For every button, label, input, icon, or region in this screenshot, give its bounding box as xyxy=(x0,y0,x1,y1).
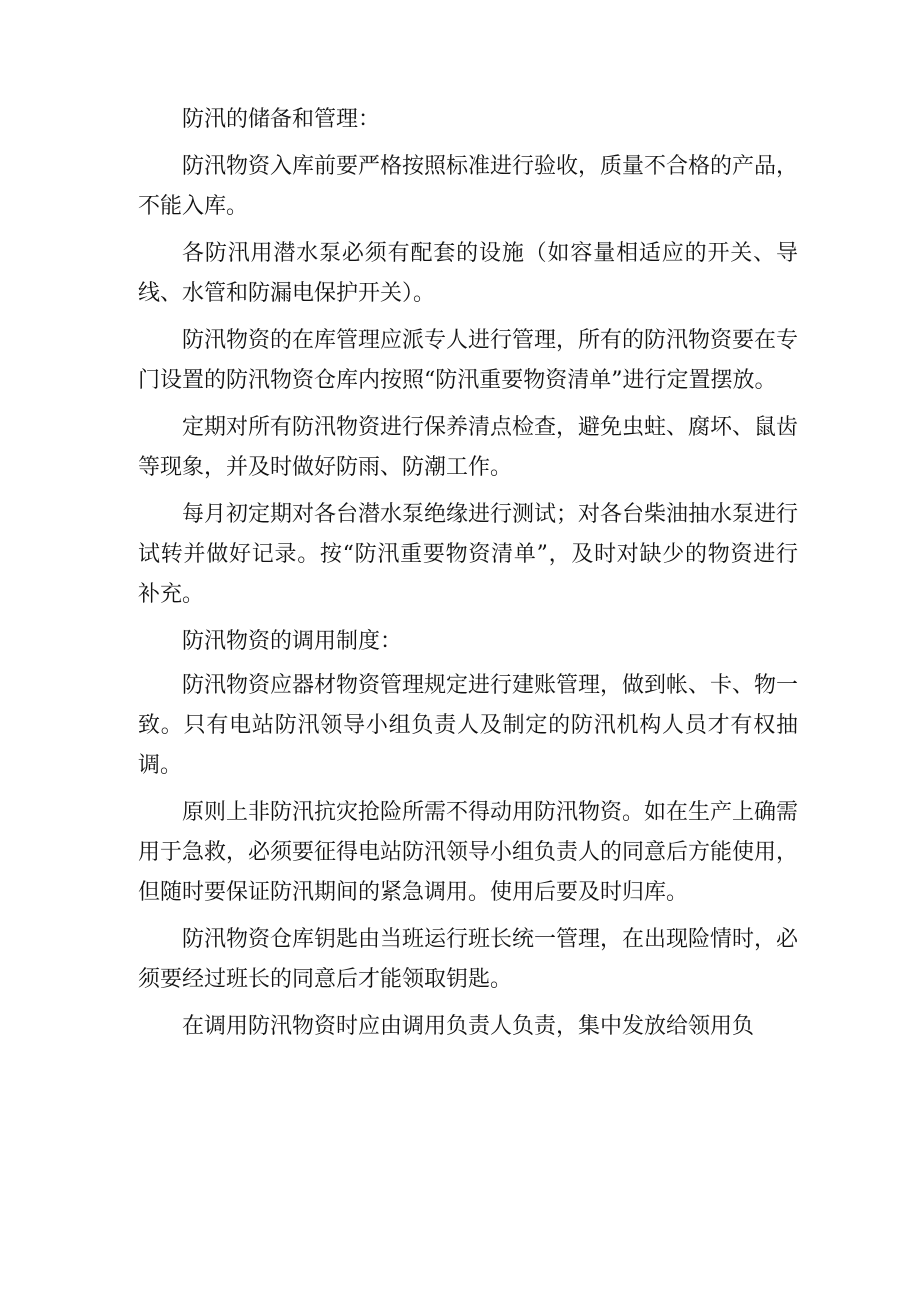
section-heading-dispatch: 防汛物资的调用制度： xyxy=(182,629,403,654)
paragraph: 各防汛用潜水泵必须有配套的设施（如容量相适应的开关、导线、水管和防漏电保护开关）。 xyxy=(138,241,798,306)
section-heading-storage: 防汛的储备和管理： xyxy=(182,107,381,132)
paragraph: 防汛物资仓库钥匙由当班运行班长统一管理，在出现险情时，必须要经过班长的同意后才能领取钥匙。 xyxy=(138,927,799,992)
paragraph: 原则上非防汛抗灾抢险所需不得动用防汛物资。如在生产上确需用于急救，必须要征得电站防汛领导小组负责人的同意后方能使用，但随时要保证防汛期间的紧急调用。使用后要及时归库。 xyxy=(138,800,799,905)
paragraph: 定期对所有防汛物资进行保养清点检查，避免虫蛀、腐坏、鼠齿等现象，并及时做好防雨、防潮工作。 xyxy=(138,415,799,480)
paragraph: 防汛物资应器材物资管理规定进行建账管理，做到帐、卡、物一致。只有电站防汛领导小组负责人及制定的防汛机构人员才有权抽调。 xyxy=(138,673,799,778)
paragraph: 防汛物资的在库管理应派专人进行管理，所有的防汛物资要在专门设置的防汛物资仓库内按照“防汛重要物资清单”进行定置摆放。 xyxy=(138,328,799,393)
paragraph: 每月初定期对各台潜水泵绝缘进行测试；对各台柴油抽水泵进行试转并做好记录。按“防汛重要物资清单”，及时对缺少的物资进行补充。 xyxy=(138,502,799,607)
document-body xyxy=(138,100,798,1054)
paragraph: 在调用防汛物资时应由调用负责人负责，集中发放给领用负 xyxy=(182,1014,755,1039)
paragraph: 防汛物资入库前要严格按照标准进行验收，质量不合格的产品，不能入库。 xyxy=(138,154,799,219)
